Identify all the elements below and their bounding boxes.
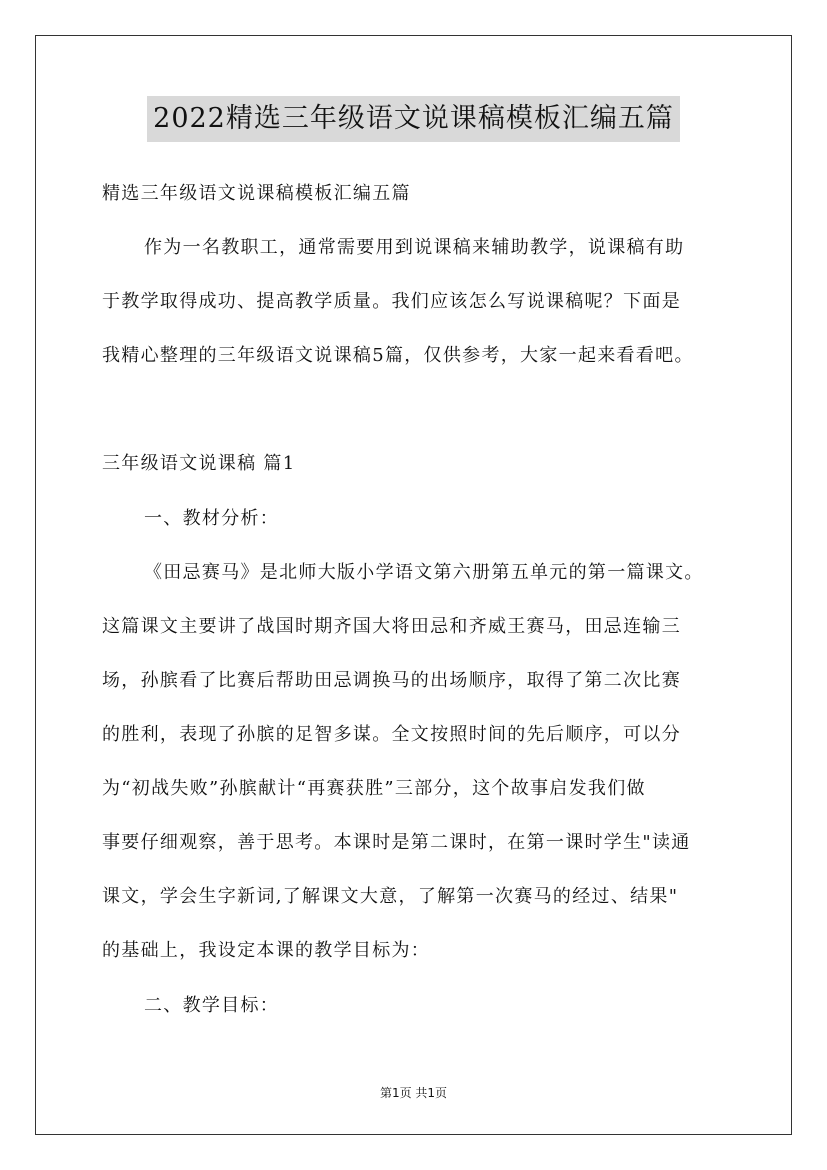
paragraph-line: 我精心整理的三年级语文说课稿5篇，仅供参考，大家一起来看看吧。 [102, 345, 694, 366]
subtitle-line: 精选三年级语文说课稿模板汇编五篇 [102, 183, 411, 204]
paragraph-line: 于教学取得成功、提高教学质量。我们应该怎么写说课稿呢？下面是 [102, 291, 681, 312]
paragraph-line: 《田忌赛马》是北师大版小学语文第六册第五单元的第一篇课文。 [144, 562, 704, 583]
document-title: 2022精选三年级语文说课稿模板汇编五篇 [147, 96, 680, 142]
paragraph-line: 为“初战失败”孙膑献计“再赛获胜”三部分，这个故事启发我们做 [102, 778, 646, 799]
page-number: 第1页 共1页 [379, 1086, 448, 1100]
subsection-heading: 二、教学目标： [144, 995, 280, 1016]
paragraph-line: 场，孙膑看了比赛后帮助田忌调换马的出场顺序，取得了第二次比赛 [102, 670, 681, 691]
paragraph-line: 的基础上，我设定本课的教学目标为： [102, 940, 431, 961]
paragraph-line: 课文，学会生字新词,了解课文大意，了解第一次赛马的经过、结果" [102, 886, 679, 907]
paragraph-line: 事要仔细观察，善于思考。本课时是第二课时，在第一课时学生"读通 [102, 832, 691, 853]
subsection-heading: 一、教材分析： [144, 508, 280, 529]
paragraph-line: 这篇课文主要讲了战国时期齐国大将田忌和齐威王赛马，田忌连输三 [102, 616, 681, 637]
title-block [0, 96, 827, 142]
paragraph-line: 作为一名教职工，通常需要用到说课稿来辅助教学，说课稿有助 [144, 237, 685, 258]
section-heading: 三年级语文说课稿 篇1 [102, 453, 296, 474]
paragraph-line: 的胜利，表现了孙膑的足智多谋。全文按照时间的先后顺序，可以分 [102, 724, 681, 745]
